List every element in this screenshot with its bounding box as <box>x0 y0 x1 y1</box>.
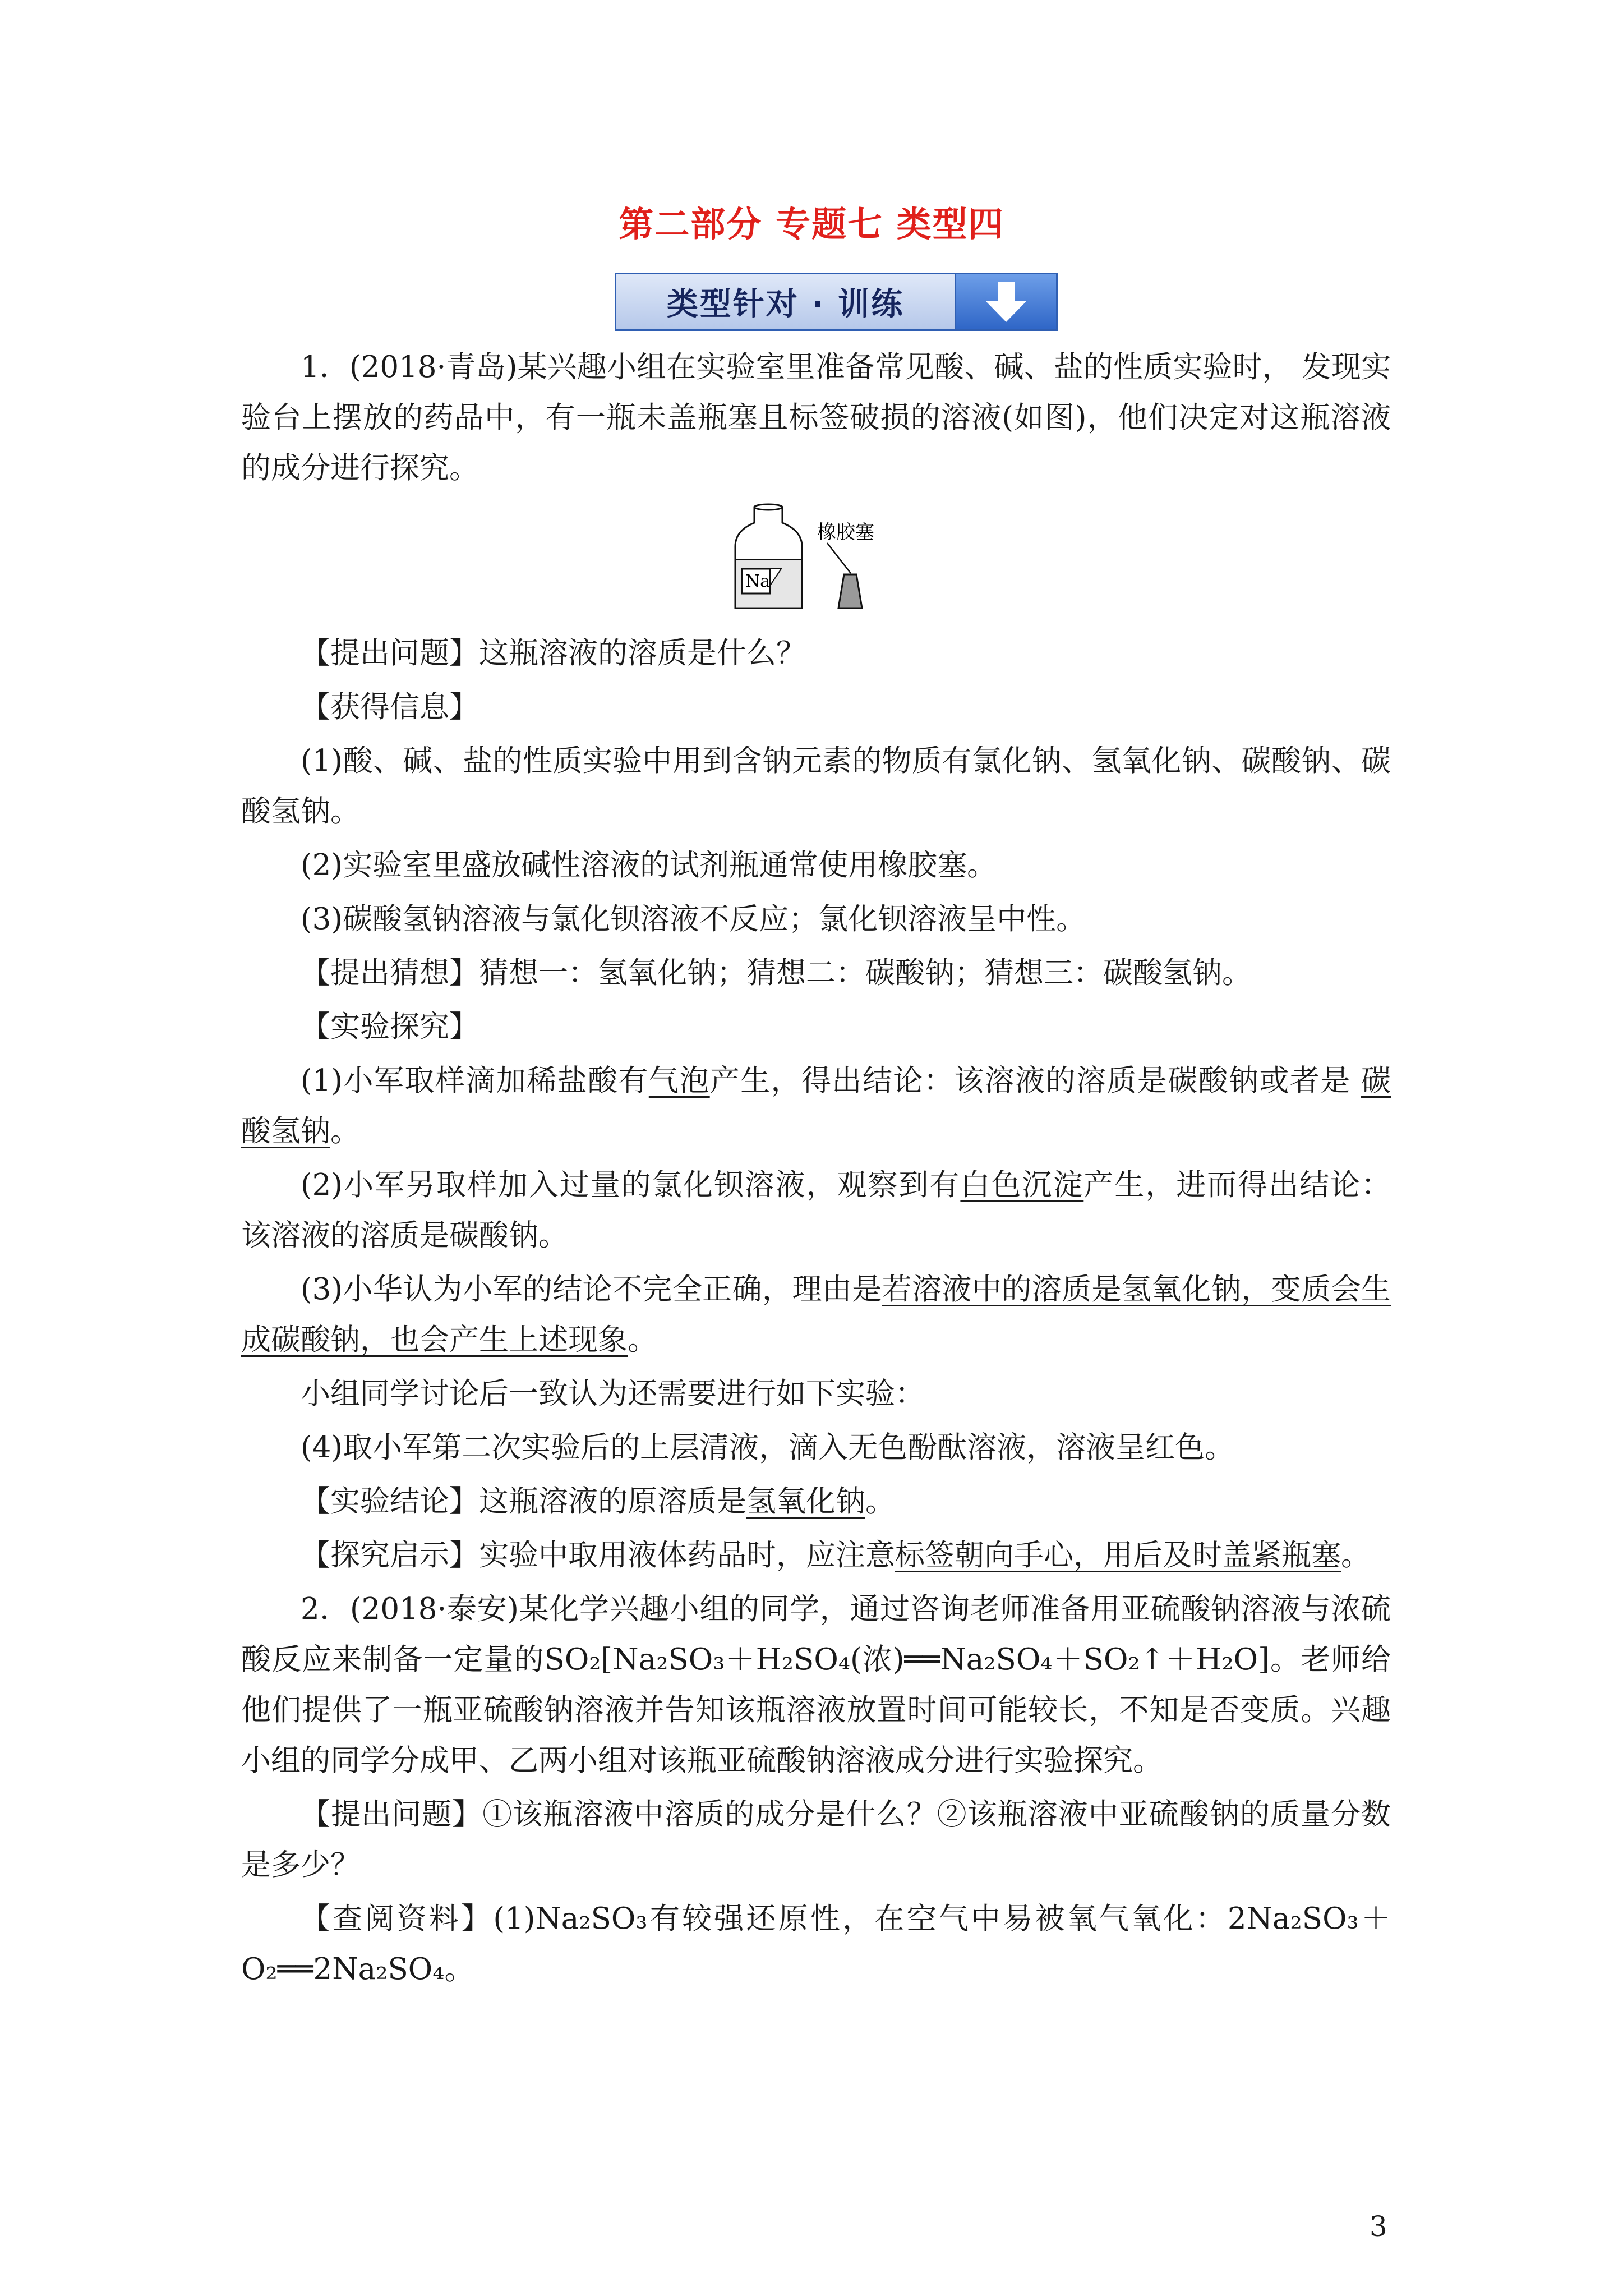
q1-info-heading: 【获得信息】 <box>301 690 479 724</box>
text: 产生，得出结论：该溶液的溶质是碳酸钠或者是 <box>709 1064 1362 1098</box>
text: (1)小军取样滴加稀盐酸有 <box>301 1064 649 1098</box>
q1-question: 【提出问题】这瓶溶液的溶质是什么？ <box>301 636 806 670</box>
text: 。 <box>1341 1538 1371 1572</box>
q2-intro: 2．(2018·泰安)某化学兴趣小组的同学，通过咨询老师准备用亚硫酸钠溶液与浓硫酸反应来制备一定量的SO₂[Na₂SO₃＋H₂SO₄(浓)══Na₂SO₄＋SO₂↑＋H₂O]。老师给他们提供了一瓶亚硫酸钠溶液并告知该瓶溶液放置时间可能较长，不知是否变质。兴趣小组的同学分成甲、乙两小组对该瓶亚硫酸钠溶液成分进行实验探究。 <box>241 1592 1391 1778</box>
q1-experiment-4: (4)取小军第二次实验后的上层清液，滴入无色酚酞溶液，溶液呈红色。 <box>301 1430 1235 1465</box>
section-banner <box>615 273 1058 331</box>
stopper-label: 橡胶塞 <box>817 521 874 544</box>
q2-reference: 【查阅资料】(1)Na₂SO₃有较强还原性，在空气中易被氧气氧化：2Na₂SO₃＋O₂══2Na₂SO₄。 <box>241 1902 1391 1986</box>
page-title: 第二部分 专题七 类型四 <box>619 204 1004 245</box>
q1-hypothesis: 【提出猜想】猜想一：氢氧化钠；猜想二：碳酸钠；猜想三：碳酸氢钠。 <box>301 956 1252 990</box>
text: 。 <box>628 1323 657 1357</box>
text: 。 <box>865 1484 895 1519</box>
text: 【实验结论】这瓶溶液的原溶质是 <box>301 1484 746 1519</box>
document-body <box>241 342 1391 1995</box>
q1-info-2: (2)实验室里盛放碱性溶液的试剂瓶通常使用橡胶塞。 <box>301 848 997 882</box>
page-number: 3 <box>1370 2210 1387 2243</box>
down-arrow-icon <box>955 273 1058 331</box>
text: (3)小华认为小军的结论不完全正确，理由是 <box>301 1272 882 1306</box>
answer-blank: 氢氧化钠 <box>746 1484 865 1519</box>
q1-experiment-2 <box>241 1160 1391 1261</box>
q1-discussion: 小组同学讨论后一致认为还需要进行如下实验： <box>301 1377 925 1411</box>
answer-blank: 碳酸氢钠 <box>241 1064 1391 1148</box>
answer-blank: 标签朝向手心，用后及时盖紧瓶塞 <box>895 1538 1341 1572</box>
bottle-label-text: Na <box>745 572 771 591</box>
text: 【探究启示】实验中取用液体药品时，应注意 <box>301 1538 895 1572</box>
answer-blank: 白色沉淀 <box>960 1168 1084 1202</box>
q2-question: 【提出问题】①该瓶溶液中溶质的成分是什么？②该瓶溶液中亚硫酸钠的质量分数是多少？ <box>241 1797 1391 1882</box>
banner-label: 类型针对 · 训练 <box>615 273 955 331</box>
q1-experiment-3 <box>241 1264 1391 1365</box>
q1-insight <box>241 1530 1391 1581</box>
bottle-figure <box>241 501 1391 614</box>
q1-explore-heading: 【实验探究】 <box>301 1010 479 1044</box>
text: (2)小军另取样加入过量的氯化钡溶液，观察到有 <box>301 1168 961 1202</box>
q1-intro: 1．(2018·青岛)某兴趣小组在实验室里准备常见酸、碱、盐的性质实验时， 发现实验台上摆放的药品中，有一瓶未盖瓶塞且标签破损的溶液(如图)，他们决定对这瓶溶液的成分进行探究。 <box>241 350 1391 485</box>
text: 产生，进而得出结论： 该溶液的溶质是碳酸钠。 <box>241 1168 1391 1253</box>
answer-blank: 若溶液中的溶质是氢氧化钠，变质会生成碳酸钠，也会产生上述现象 <box>241 1272 1391 1357</box>
q1-info-1: (1)酸、碱、盐的性质实验中用到含钠元素的物质有氯化钠、氢氧化钠、碳酸钠、碳酸氢钠。 <box>241 744 1391 829</box>
q1-experiment-1 <box>241 1056 1391 1157</box>
answer-blank: 气泡 <box>648 1064 710 1098</box>
q1-info-3: (3)碳酸氢钠溶液与氯化钡溶液不反应；氯化钡溶液呈中性。 <box>301 902 1086 936</box>
text: 。 <box>330 1114 360 1148</box>
q1-conclusion <box>241 1476 1391 1527</box>
